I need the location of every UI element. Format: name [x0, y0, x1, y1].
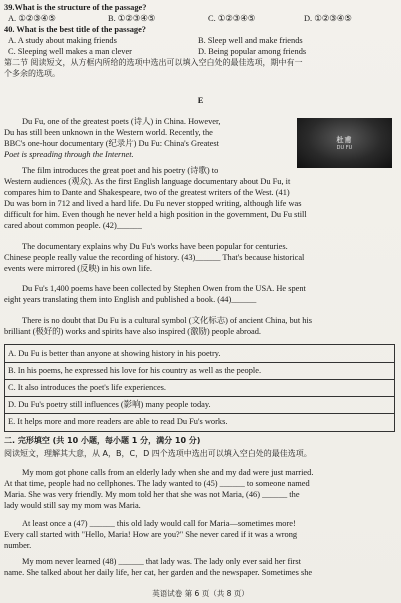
question-39-options: [4, 14, 397, 24]
option-e: E. It helps more and more readers are able to read Du Fu's works.: [8, 417, 228, 426]
options-box: [4, 344, 395, 432]
part2-title: 二. 完形填空 (共 10 小题，每小题 1 分，满分 10 分): [4, 436, 201, 445]
cloze-line: Maria. She was very friendly. My mom told her that she was not Maria, (46) ______ the: [4, 490, 300, 499]
cloze-line: At that time, people had no cellphones. The lady wanted to (45) ______ to someone named: [4, 479, 310, 488]
passage-line: BBC's one-hour documentary (纪录片) Du Fu: China's Greatest: [4, 139, 219, 148]
passage-letter: E: [197, 96, 204, 105]
passage-line: Chinese people really value the recording of history. (43)______ That's because historical: [4, 253, 305, 262]
question-40-options-row1: [4, 36, 397, 46]
cloze-line: Every call started with "Hello, Maria! How are you?" She never cared if it was a wrong: [4, 530, 298, 539]
cloze-line: number.: [4, 541, 32, 550]
question-40-options-row2: [4, 47, 397, 57]
q40-option-a: A. A study about making friends: [8, 36, 117, 45]
passage-line: The documentary explains why Du Fu's works have been popular for centuries.: [22, 242, 288, 251]
passage-line: Du was born in 712 and lived a hard life. Du Fu never stopped writing, although life was: [4, 199, 302, 208]
passage-line: Du Fu, one of the greatest poets (诗人) in China. However,: [22, 117, 221, 126]
q40-option-d: D. Being popular among friends: [198, 47, 307, 56]
q40-option-b: B. Sleep well and make friends: [198, 36, 303, 45]
question-40: 40. What is the best title of the passage?: [4, 25, 146, 34]
cloze-line: lady would still say my mom was Maria.: [4, 501, 141, 510]
passage-line: There is no doubt that Du Fu is a cultural symbol (文化标志) of ancient China, but his: [22, 316, 313, 325]
q39-option-a: A. ①②③④⑤: [8, 14, 56, 23]
passage-line: Western audiences (观众). As the first English language documentary about Du Fu, it: [4, 177, 291, 186]
part2-instructions: 阅读短文，理解其大意，从 A，B，C，D 四个选项中选出可以填入空白处的最佳选项。: [4, 449, 312, 458]
section-instructions-cont: 个多余的选项。: [4, 69, 60, 78]
documentary-photo: 杜甫 DU FU: [297, 118, 392, 168]
q39-option-b: B. ①②③④⑤: [108, 14, 156, 23]
passage-line: difficult for him. Even though he never held a high position in the government, Du Fu still: [4, 210, 307, 219]
question-39: 39.What is the structure of the passage?: [4, 3, 147, 12]
passage-line: brilliant (极好的) works and spirits have also inspired (激励) people abroad.: [4, 327, 262, 336]
passage-line: Du has still been unknown in the Western world. Recently, the: [4, 128, 213, 137]
cloze-line: At least once a (47) ______ this old lady would call for Maria—sometimes more!: [22, 519, 296, 528]
section-instructions: 第二节 阅读短文，从方框内所给的选项中选出可以填入空白处的最佳选项，期中有一: [4, 58, 303, 67]
passage-line: eight years translating them into English and published a book. (44)______: [4, 295, 257, 304]
cloze-line: My mom never learned (48) ______ that lady was. The lady only ever said her first: [22, 557, 301, 566]
q39-option-d: D. ①②③④⑤: [304, 14, 352, 23]
page-footer: 英语试卷 第 6 页（共 8 页）: [152, 589, 249, 598]
passage-line: cared about common people. (42)______: [4, 221, 142, 230]
q40-option-c: C. Sleeping well makes a man clever: [8, 47, 132, 56]
cloze-line: name. She talked about her daily life, her cat, her garden and the newspaper. Sometimes she: [4, 568, 313, 577]
option-c: C. It also introduces the poet's life experiences.: [5, 379, 394, 397]
passage-line: Du Fu's 1,400 poems have been collected by Stephen Owen from the USA. He spent: [22, 284, 306, 293]
option-d: D. Du Fu's poetry still influences (影响) many people today.: [5, 396, 394, 414]
cloze-line: My mom got phone calls from an elderly lady when she and my dad were just married.: [22, 468, 314, 477]
option-b: B. In his poems, he expressed his love for his country as well as the people.: [5, 362, 394, 380]
passage-line: The film introduces the great poet and his poetry (诗歌) to: [22, 166, 219, 175]
passage-line: Poet is spreading through the Internet.: [4, 150, 134, 159]
passage-line: compares him to Dante and Shakespeare, two of the greatest writers of the West. (41): [4, 188, 290, 197]
option-a: A. Du Fu is better than anyone at showing history in his poetry.: [5, 345, 394, 363]
q39-option-c: C. ①②③④⑤: [208, 14, 256, 23]
passage-line: events were mirrored (反映) in his own life.: [4, 264, 152, 273]
